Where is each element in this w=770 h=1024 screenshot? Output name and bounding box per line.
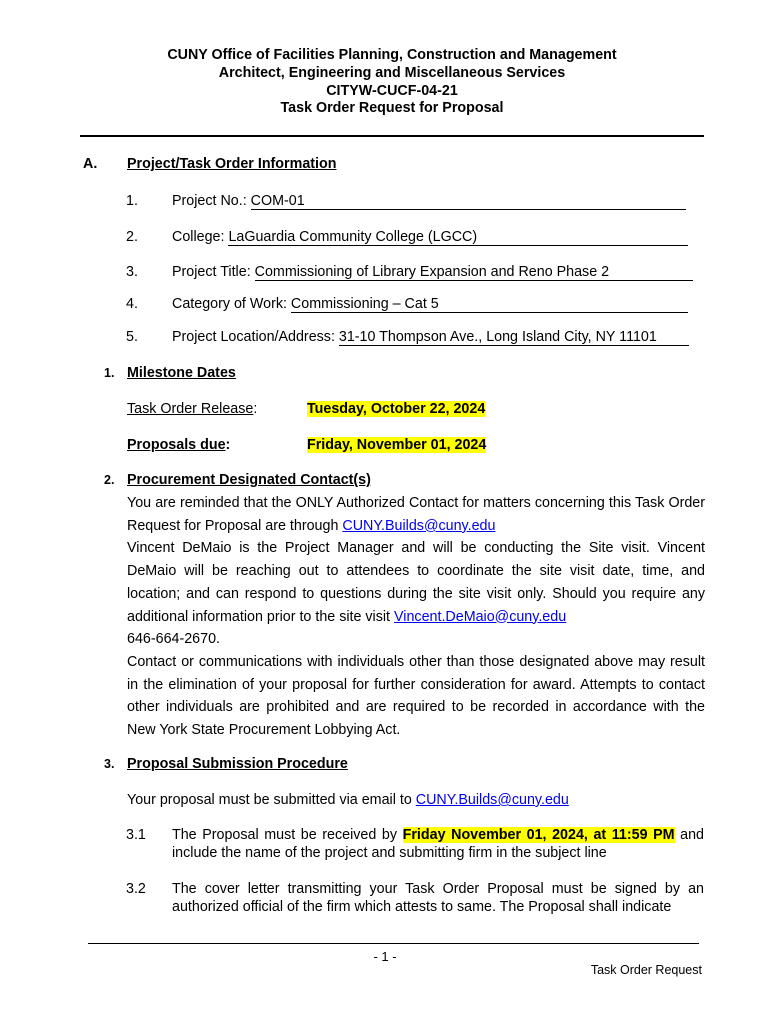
page-number: - 1 - xyxy=(373,949,397,964)
header-divider xyxy=(80,135,704,137)
project-manager-paragraph xyxy=(127,537,705,651)
item-number: 1. xyxy=(126,193,138,209)
contacts-heading xyxy=(104,472,371,488)
item-number: 3.1 xyxy=(126,827,146,843)
item-label: Project Title: xyxy=(172,264,255,280)
footer-label: Task Order Request xyxy=(590,963,702,977)
submission-heading xyxy=(104,756,348,772)
footer-divider xyxy=(88,943,699,944)
item-number: 5. xyxy=(126,329,138,345)
contacts-paragraph xyxy=(127,492,705,537)
item-number: 3.2 xyxy=(126,881,146,897)
item-text xyxy=(172,827,704,862)
contacts-text: You are reminded that the ONLY Authorized Contact for matters concerning this Task Order Request for Proposal are through xyxy=(127,495,705,534)
submission-intro-text: Your proposal must be submitted via email to xyxy=(127,792,416,808)
heading-title: Milestone Dates xyxy=(127,365,236,381)
contacts-body xyxy=(127,492,705,742)
project-manager-phone: 646-664-2670. xyxy=(127,631,221,648)
item-text: The cover letter transmitting your Task Order Proposal must be signed by an authorized official of the firm which attests to same. The Proposal shall indicate xyxy=(172,881,704,915)
heading-number: 2. xyxy=(104,473,115,487)
item-number: 2. xyxy=(126,229,138,245)
section-a-letter: A. xyxy=(83,156,98,172)
location-value: 31-10 Thompson Ave., Long Island City, NY 11101 xyxy=(339,329,689,346)
project-number-value: COM-01 xyxy=(251,193,686,210)
milestones-heading xyxy=(104,365,236,381)
due-label: Proposals due xyxy=(127,437,226,453)
project-title-value: Commissioning of Library Expansion and Reno Phase 2 xyxy=(255,264,693,281)
college-value: LaGuardia Community College (LGCC) xyxy=(228,229,688,246)
lobbying-act-paragraph: Contact or communications with individuals other than those designated above may result in the elimination of your proposal for further consideration for award. Attempts to contact other individuals are prohibited and are required to be recorded in accordance with the New York State Procurement Lobbying Act. xyxy=(127,653,705,739)
heading-number: 1. xyxy=(104,366,115,380)
release-label-row xyxy=(127,401,257,417)
project-manager-text: Vincent DeMaio is the Project Manager and will be conducting the Site visit. Vincent DeMaio will be reaching out to attendees to coordinate the site visit date, time, and location; and can respond to questions during the site visit only. Should you require any additional information prior to the site visit xyxy=(127,540,705,625)
item-label: Project Location/Address: xyxy=(172,329,339,345)
due-colon: : xyxy=(225,437,231,453)
header-line-title: Task Order Request for Proposal xyxy=(280,100,504,117)
header-line-office: CUNY Office of Facilities Planning, Construction and Management xyxy=(167,47,617,63)
heading-title: Proposal Submission Procedure xyxy=(127,756,348,772)
item-text-end: and include the name of the project and submitting firm in the subject line xyxy=(172,827,705,861)
item-number: 4. xyxy=(126,296,138,312)
due-date: Friday, November 01, 2024 xyxy=(307,437,487,453)
item-text-start: The Proposal must be received by xyxy=(172,827,403,843)
release-label: Task Order Release xyxy=(127,401,254,417)
item-number: 3. xyxy=(126,264,138,280)
deadline-highlight: Friday November 01, 2024, at 11:59 PM xyxy=(402,827,675,843)
heading-number: 3. xyxy=(104,757,115,771)
item-label: College: xyxy=(172,229,229,245)
item-label: Category of Work: xyxy=(172,296,291,312)
section-a-title: Project/Task Order Information xyxy=(127,156,337,172)
category-value: Commissioning – Cat 5 xyxy=(291,296,688,313)
cuny-builds-email-link[interactable]: CUNY.Builds@cuny.edu xyxy=(342,517,496,534)
submission-email-link[interactable]: CUNY.Builds@cuny.edu xyxy=(415,792,569,808)
project-manager-email-link[interactable]: Vincent.DeMaio@cuny.edu xyxy=(394,608,567,625)
release-date: Tuesday, October 22, 2024 xyxy=(307,401,486,417)
release-colon: : xyxy=(253,401,258,417)
submission-intro xyxy=(127,789,705,812)
item-label: Project No.: xyxy=(172,193,251,209)
document-header xyxy=(80,47,704,118)
header-line-contract: CITYW-CUCF-04-21 xyxy=(326,82,458,99)
due-label-row xyxy=(127,437,230,453)
heading-title: Procurement Designated Contact(s) xyxy=(127,472,371,488)
header-line-services: Architect, Engineering and Miscellaneous Services xyxy=(218,64,566,81)
